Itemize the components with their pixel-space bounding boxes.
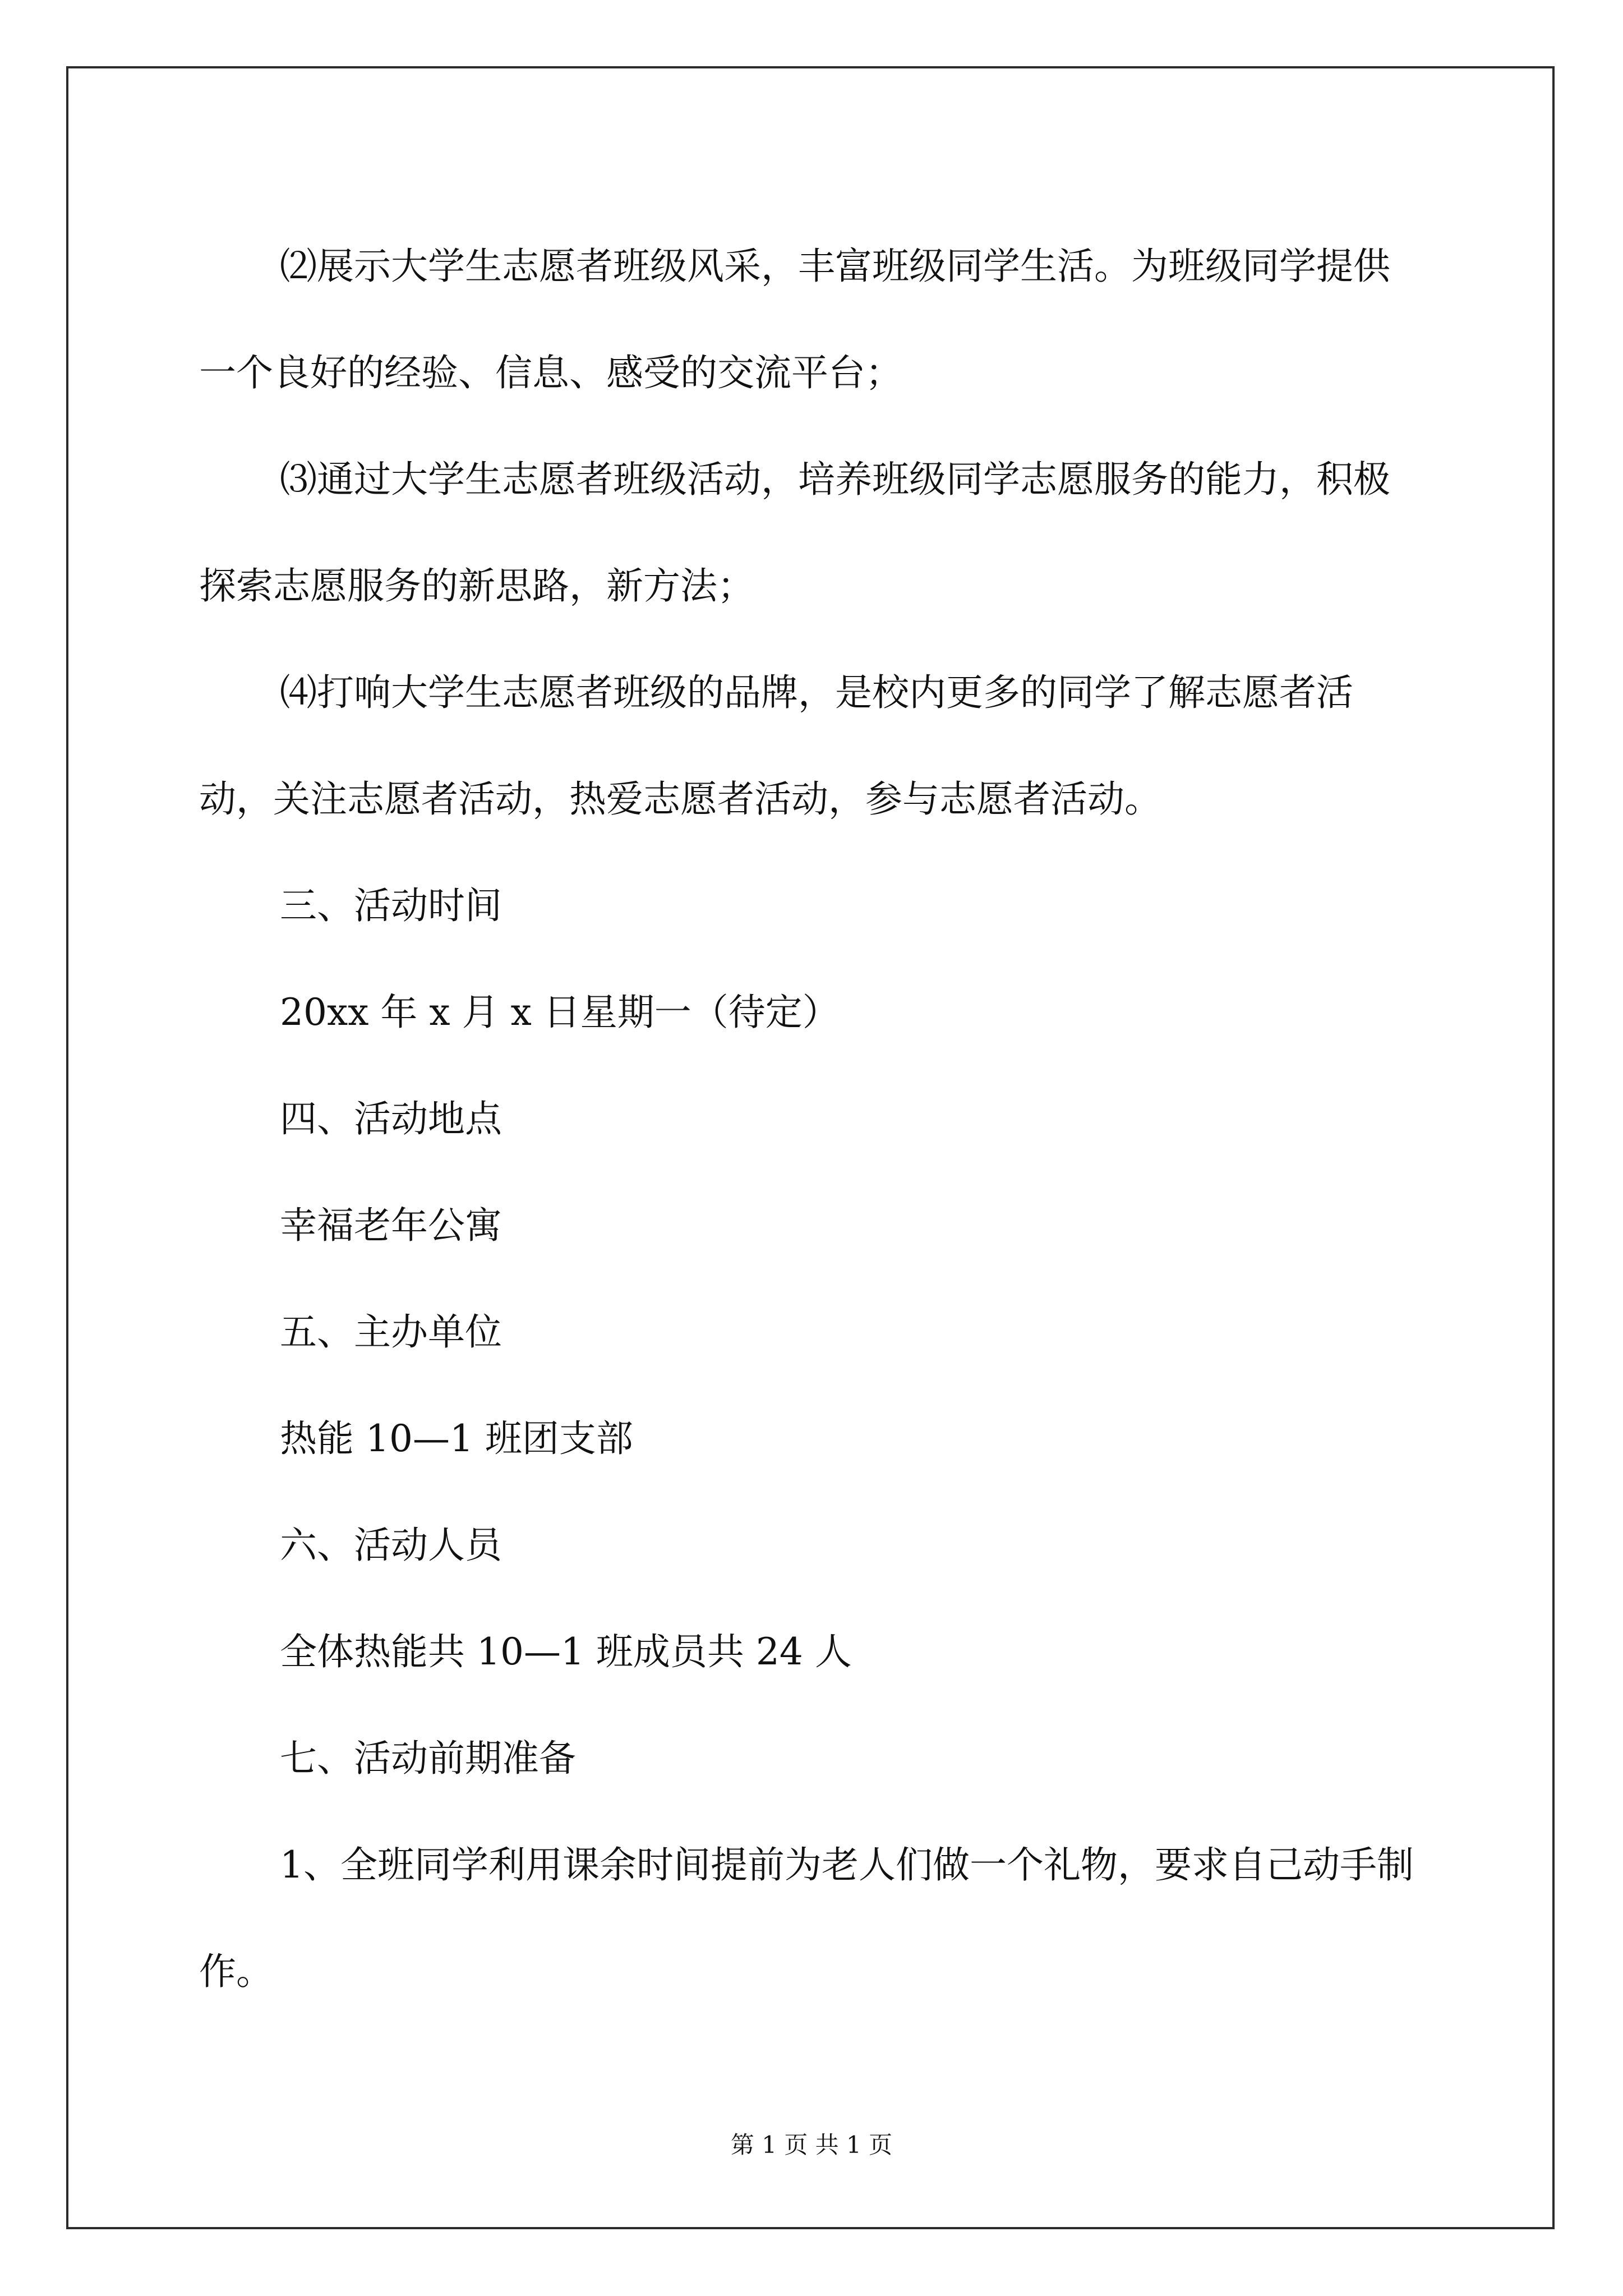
paragraph-organizer: 热能 10—1 班团支部 (280, 1417, 633, 1460)
section-heading-preparation: 七、活动前期准备 (280, 1737, 576, 1780)
paragraph-goal-2: ⑵展示大学生志愿者班级风采，丰富班级同学生活。为班级同学提供一个良好的经验、信息、感受的交流平台； (199, 245, 1390, 394)
paragraph-location: 幸福老年公寓 (280, 1204, 502, 1247)
paragraph-participants: 全体热能共 10—1 班成员共 24 人 (280, 1630, 852, 1673)
section-heading-time: 三、活动时间 (280, 884, 502, 927)
paragraph-time: 20xx 年 x 月 x 日星期一（待定） (280, 991, 840, 1034)
section-heading-location: 四、活动地点 (280, 1097, 502, 1140)
document-body (199, 213, 1422, 2025)
paragraph-preparation-1: 1、全班同学利用课余时间提前为老人们做一个礼物，要求自己动手制作。 (199, 1843, 1414, 1993)
paragraph-goal-4: ⑷打响大学生志愿者班级的品牌，是校内更多的同学了解志愿者活动，关注志愿者活动，热爱志愿者活动，参与志愿者活动。 (199, 671, 1353, 821)
section-heading-participants: 六、活动人员 (280, 1524, 502, 1567)
page-footer: 第 1 页 共 1 页 (730, 2131, 893, 2159)
section-heading-organizer: 五、主办单位 (280, 1310, 502, 1354)
paragraph-goal-3: ⑶通过大学生志愿者班级活动，培养班级同学志愿服务的能力，积极探索志愿服务的新思路，新方法； (199, 458, 1390, 608)
